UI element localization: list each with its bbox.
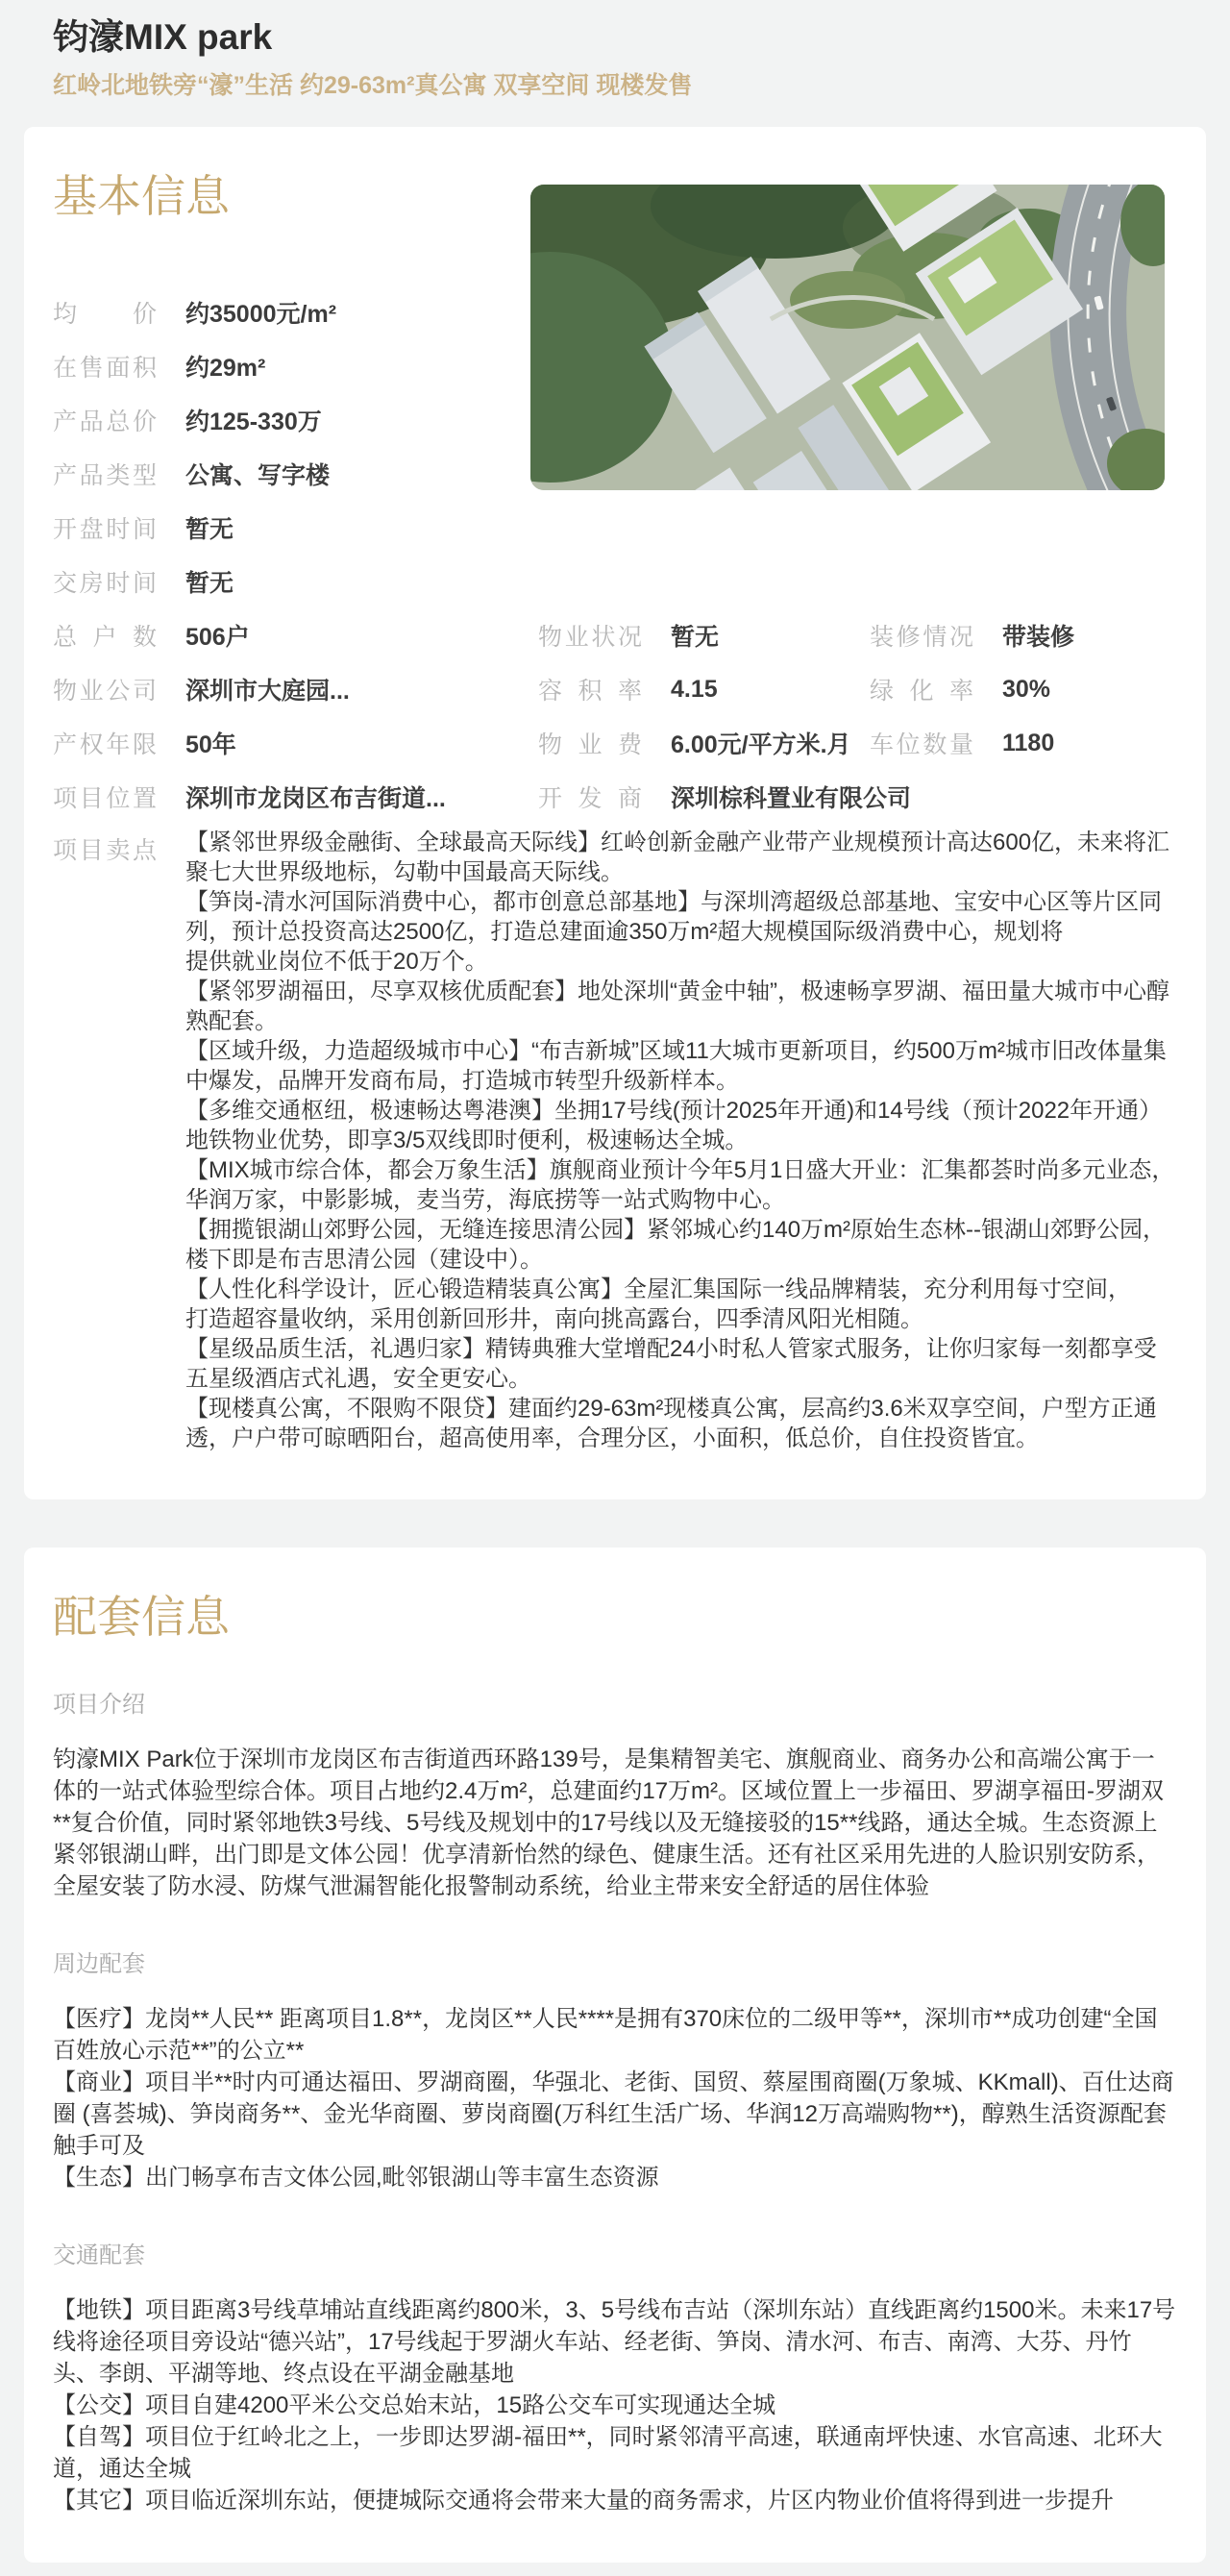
field-row xyxy=(53,339,538,393)
field-pair xyxy=(870,672,1050,706)
selling-point-line: 【MIX城市综合体，都会万象生活】旗舰商业预计今年5月1日盛大开业：汇集都荟时尚多元业态，华润万家，中影影城，麦当劳，海底捞等一站式购物中心。 xyxy=(185,1157,1175,1214)
section-paragraph: 【医疗】龙岗**人民** 距离项目1.8**，龙岗区**人民****是拥有370床位的二级甲等**，深圳市**成功创建“全国百姓放心示范**”的公立** xyxy=(53,2006,1158,2065)
field-value: 约125-330万 xyxy=(185,409,322,436)
page-subtitle: 红岭北地铁旁“濠”生活 约29-63m²真公寓 双享空间 现楼发售 xyxy=(53,72,693,100)
field-value: 6.00元/平方米.月 xyxy=(671,731,851,759)
field-row xyxy=(53,447,538,501)
field-label: 产品总价 xyxy=(53,409,157,436)
field-label: 在售面积 xyxy=(53,355,157,383)
field-value: 暂无 xyxy=(671,624,720,652)
field-label: 产权年限 xyxy=(53,731,157,759)
field-value: 暂无 xyxy=(185,516,234,544)
selling-point-line: 【紧邻罗湖福田，尽享双核优质配套】地处深圳“黄金中轴”，极速畅享罗湖、福田量大城市中心醇熟配套。 xyxy=(185,978,1169,1035)
field-row xyxy=(538,608,1177,662)
section-paragraph: 【生态】出门畅享布吉文体公园,毗邻银湖山等丰富生态资源 xyxy=(53,2165,659,2192)
project-aerial-image[interactable] xyxy=(530,185,1165,490)
selling-point-line: 【多维交通枢纽，极速畅达粤港澳】坐拥17号线(预计2025年开通)和14号线（预计2022年开通） xyxy=(185,1098,1163,1125)
field-value: 带装修 xyxy=(1002,624,1075,652)
section-paragraph: 钧濠MIX Park位于深圳市龙岗区布吉街道西环路139号，是集精智美宅、旗舰商业、商务办公和高端公寓于一体的一站式体验型综合体。项目占地约2.4万m²，总建面约17万m²。区域位置上一步福田、罗湖享福田-罗湖双**复合价值，同时紧邻地铁3号线、5号线及规划中的17号线以及无缝接驳的15**线路，通达全城。生态资源上紧邻银湖山畔，出门即是文体公园！优享清新怡然的绿色、健康生活。还有社区采用先进的人脸识别安防系，全屋安装了防水浸、防煤气泄漏智能化报警制动系统，给业主带来安全舒适的居住体验 xyxy=(53,1746,1165,1900)
facility-section xyxy=(53,2236,1177,2516)
field-row xyxy=(53,608,538,662)
selling-point-line: 【人性化科学设计，匠心锻造精装真公寓】全屋汇集国际一线品牌精装，充分利用每寸空间， xyxy=(185,1276,1131,1303)
selling-point-line: 提供就业岗位不低于20万个。 xyxy=(185,949,488,976)
field-label: 开盘时间 xyxy=(53,516,157,544)
selling-point-line: 【现楼真公寓，不限购不限贷】建面约29-63m²现楼真公寓，层高约3.6米双享空间，户型方正通透，户户带可晾晒阳台，超高使用率，合理分区，小面积，低总价，自住投资皆宜。 xyxy=(185,1396,1157,1452)
field-pair xyxy=(870,726,1054,760)
field-label: 物业状况 xyxy=(538,624,642,652)
field-value: 50年 xyxy=(185,731,236,759)
selling-points-label: 项目卖点 xyxy=(53,837,157,865)
field-row xyxy=(53,716,538,770)
field-value: 深圳市大庭园... xyxy=(185,678,350,706)
section-paragraph: 【商业】项目半**时内可通达福田、罗湖商圈，华强北、老街、国贸、蔡屋围商圈(万象城、KKmall)、百仕达商圈 (喜荟城)、笋岗商务**、金光华商圈、萝岗商圈(万科红生活广场、华润12万高端购物**)，醇熟生活资源配套触手可及 xyxy=(53,2069,1174,2160)
field-label: 开发商 xyxy=(538,785,642,813)
field-value: 约35000元/m² xyxy=(185,301,337,329)
facility-section xyxy=(53,1944,1177,2193)
basic-info-heading: 基本信息 xyxy=(53,171,230,222)
field-value: 深圳市龙岗区布吉街道... xyxy=(185,785,446,813)
field-label: 物业公司 xyxy=(53,678,157,706)
field-value: 4.15 xyxy=(671,675,718,703)
field-row xyxy=(538,770,1177,824)
field-value: 30% xyxy=(1002,675,1051,703)
basic-fields-left xyxy=(53,285,538,824)
aerial-render-graphic xyxy=(530,185,1165,490)
section-paragraph: 【公交】项目自建4200平米公交总始末站，15路公交车可实现通达全城 xyxy=(53,2392,776,2419)
field-label: 绿化率 xyxy=(870,678,973,706)
section-paragraph: 【自驾】项目位于红岭北之上，一步即达罗湖-福田**，同时紧邻清平高速，联通南坪快速、水官高速、北环大道，通达全城 xyxy=(53,2424,1163,2483)
field-pair xyxy=(538,672,870,706)
field-row xyxy=(53,501,538,555)
field-pair xyxy=(538,618,870,653)
field-label: 物业费 xyxy=(538,731,642,759)
selling-point-line: 地铁物业优势，即享3/5双线即时便利，极速畅达全城。 xyxy=(185,1127,749,1154)
selling-point-line: 【拥揽银湖山郊野公园，无缝连接思清公园】紧邻城心约140万m²原始生态林--银湖山郊野公园，楼下即是布吉思清公园（建设中）。 xyxy=(185,1217,1167,1274)
field-value: 1180 xyxy=(1002,729,1055,756)
field-label: 交房时间 xyxy=(53,570,157,598)
field-row xyxy=(53,285,538,339)
section-title: 周边配套 xyxy=(53,1951,145,1978)
field-pair xyxy=(538,780,911,814)
page-header xyxy=(0,0,1230,100)
field-label: 车位数量 xyxy=(870,731,973,759)
field-row xyxy=(53,770,538,824)
field-label: 项目位置 xyxy=(53,785,157,813)
selling-point-line: 【笋岗-清水河国际消费中心，都市创意总部基地】与深圳湾超级总部基地、宝安中心区等片区同列，预计总投资高达2500亿，打造总建面逾350万m²超大规模国际级消费中心，规划将 xyxy=(185,889,1162,946)
field-label: 均价 xyxy=(53,301,157,329)
selling-point-line: 【区域升级，力造超级城市中心】“布吉新城”区域11大城市更新项目，约500万m²城市旧改体量集中爆发，品牌开发商布局，打造城市转型升级新样本。 xyxy=(185,1038,1167,1095)
selling-point-line: 【星级品质生活，礼遇归家】精铸典雅大堂增配24小时私人管家式服务，让你归家每一刻都享受五星级酒店式礼遇，安全更安心。 xyxy=(185,1336,1157,1393)
section-title: 交通配套 xyxy=(53,2242,145,2269)
facilities-card xyxy=(24,1548,1206,2563)
page-title: 钧濠MIX park xyxy=(53,17,273,57)
field-label: 产品类型 xyxy=(53,462,157,490)
field-pair xyxy=(870,618,1074,653)
selling-point-line: 打造超容量收纳，采用创新回形井，南向挑高露台，四季清风阳光相随。 xyxy=(185,1306,923,1333)
field-value: 506户 xyxy=(185,624,250,652)
section-title: 项目介绍 xyxy=(53,1692,145,1719)
field-value: 公寓、写字楼 xyxy=(185,462,331,490)
facility-section xyxy=(53,1685,1177,1902)
basic-info-card xyxy=(24,127,1206,1499)
field-row xyxy=(53,555,538,608)
field-row xyxy=(53,662,538,716)
field-label: 总户数 xyxy=(53,624,157,652)
section-paragraph: 【其它】项目临近深圳东站，便捷城际交通将会带来大量的商务需求，片区内物业价值将得到进一步提升 xyxy=(53,2488,1114,2514)
field-row xyxy=(538,662,1177,716)
field-label: 装修情况 xyxy=(870,624,973,652)
field-pair xyxy=(538,726,870,760)
field-label: 容积率 xyxy=(538,678,642,706)
selling-points-text xyxy=(185,828,1177,1453)
field-row xyxy=(538,716,1177,770)
facilities-sections xyxy=(53,1685,1177,2516)
facilities-heading: 配套信息 xyxy=(53,1592,230,1643)
selling-points-row xyxy=(53,828,1177,1453)
field-value: 暂无 xyxy=(185,570,234,598)
field-row xyxy=(53,393,538,447)
selling-point-line: 【紧邻世界级金融街、全球最高天际线】红岭创新金融产业带产业规模预计高达600亿，未来将汇聚七大世界级地标，勾勒中国最高天际线。 xyxy=(185,830,1170,886)
field-value: 深圳棕科置业有限公司 xyxy=(671,785,912,813)
section-paragraph: 【地铁】项目距离3号线草埔站直线距离约800米，3、5号线布吉站（深圳东站）直线距离约1500米。未来17号线将途径项目旁设站“德兴站”，17号线起于罗湖火车站、经老街、笋岗、清水河、布吉、南湾、大芬、丹竹头、李朗、平湖等地、终点设在平湖金融基地 xyxy=(53,2297,1176,2388)
field-value: 约29m² xyxy=(185,355,266,383)
